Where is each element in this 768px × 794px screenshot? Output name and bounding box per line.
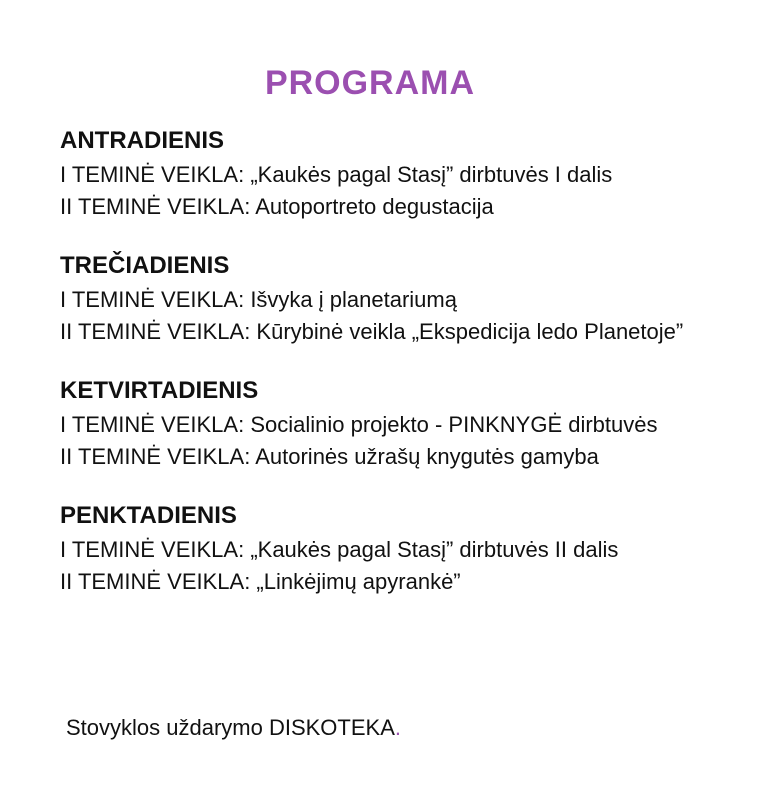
closing-note: [66, 712, 401, 744]
day-section-antradienis: [60, 126, 720, 223]
activity-item: I TEMINĖ VEIKLA: Išvyka į planetariumą: [60, 287, 457, 312]
day-section-penktadienis: [60, 501, 720, 598]
activity-item: I TEMINĖ VEIKLA: „Kaukės pagal Stasį” dirbtuvės I dalis: [60, 162, 613, 187]
activity-item: II TEMINĖ VEIKLA: „Linkėjimų apyrankė”: [60, 569, 461, 594]
activity-item: II TEMINĖ VEIKLA: Autorinės užrašų knygutės gamyba: [60, 444, 599, 469]
day-list: [60, 126, 720, 626]
day-heading: TREČIADIENIS: [60, 252, 230, 279]
closing-dot: .: [394, 715, 402, 740]
day-section-treciadienis: [60, 251, 720, 348]
closing-text: Stovyklos uždarymo DISKOTEKA: [66, 715, 395, 740]
activity-item: I TEMINĖ VEIKLA: „Kaukės pagal Stasį” dirbtuvės II dalis: [60, 537, 619, 562]
day-heading: PENKTADIENIS: [60, 502, 237, 529]
activity-item: II TEMINĖ VEIKLA: Autoportreto degustacija: [60, 194, 494, 219]
page-title: PROGRAMA: [264, 64, 476, 102]
day-section-ketvirtadienis: [60, 376, 720, 473]
day-heading: ANTRADIENIS: [60, 127, 225, 154]
day-heading: KETVIRTADIENIS: [60, 377, 259, 404]
activity-item: II TEMINĖ VEIKLA: Kūrybinė veikla „Ekspedicija ledo Planetoje”: [60, 319, 684, 344]
activity-item: I TEMINĖ VEIKLA: Socialinio projekto - PINKNYGĖ dirbtuvės: [60, 412, 658, 437]
